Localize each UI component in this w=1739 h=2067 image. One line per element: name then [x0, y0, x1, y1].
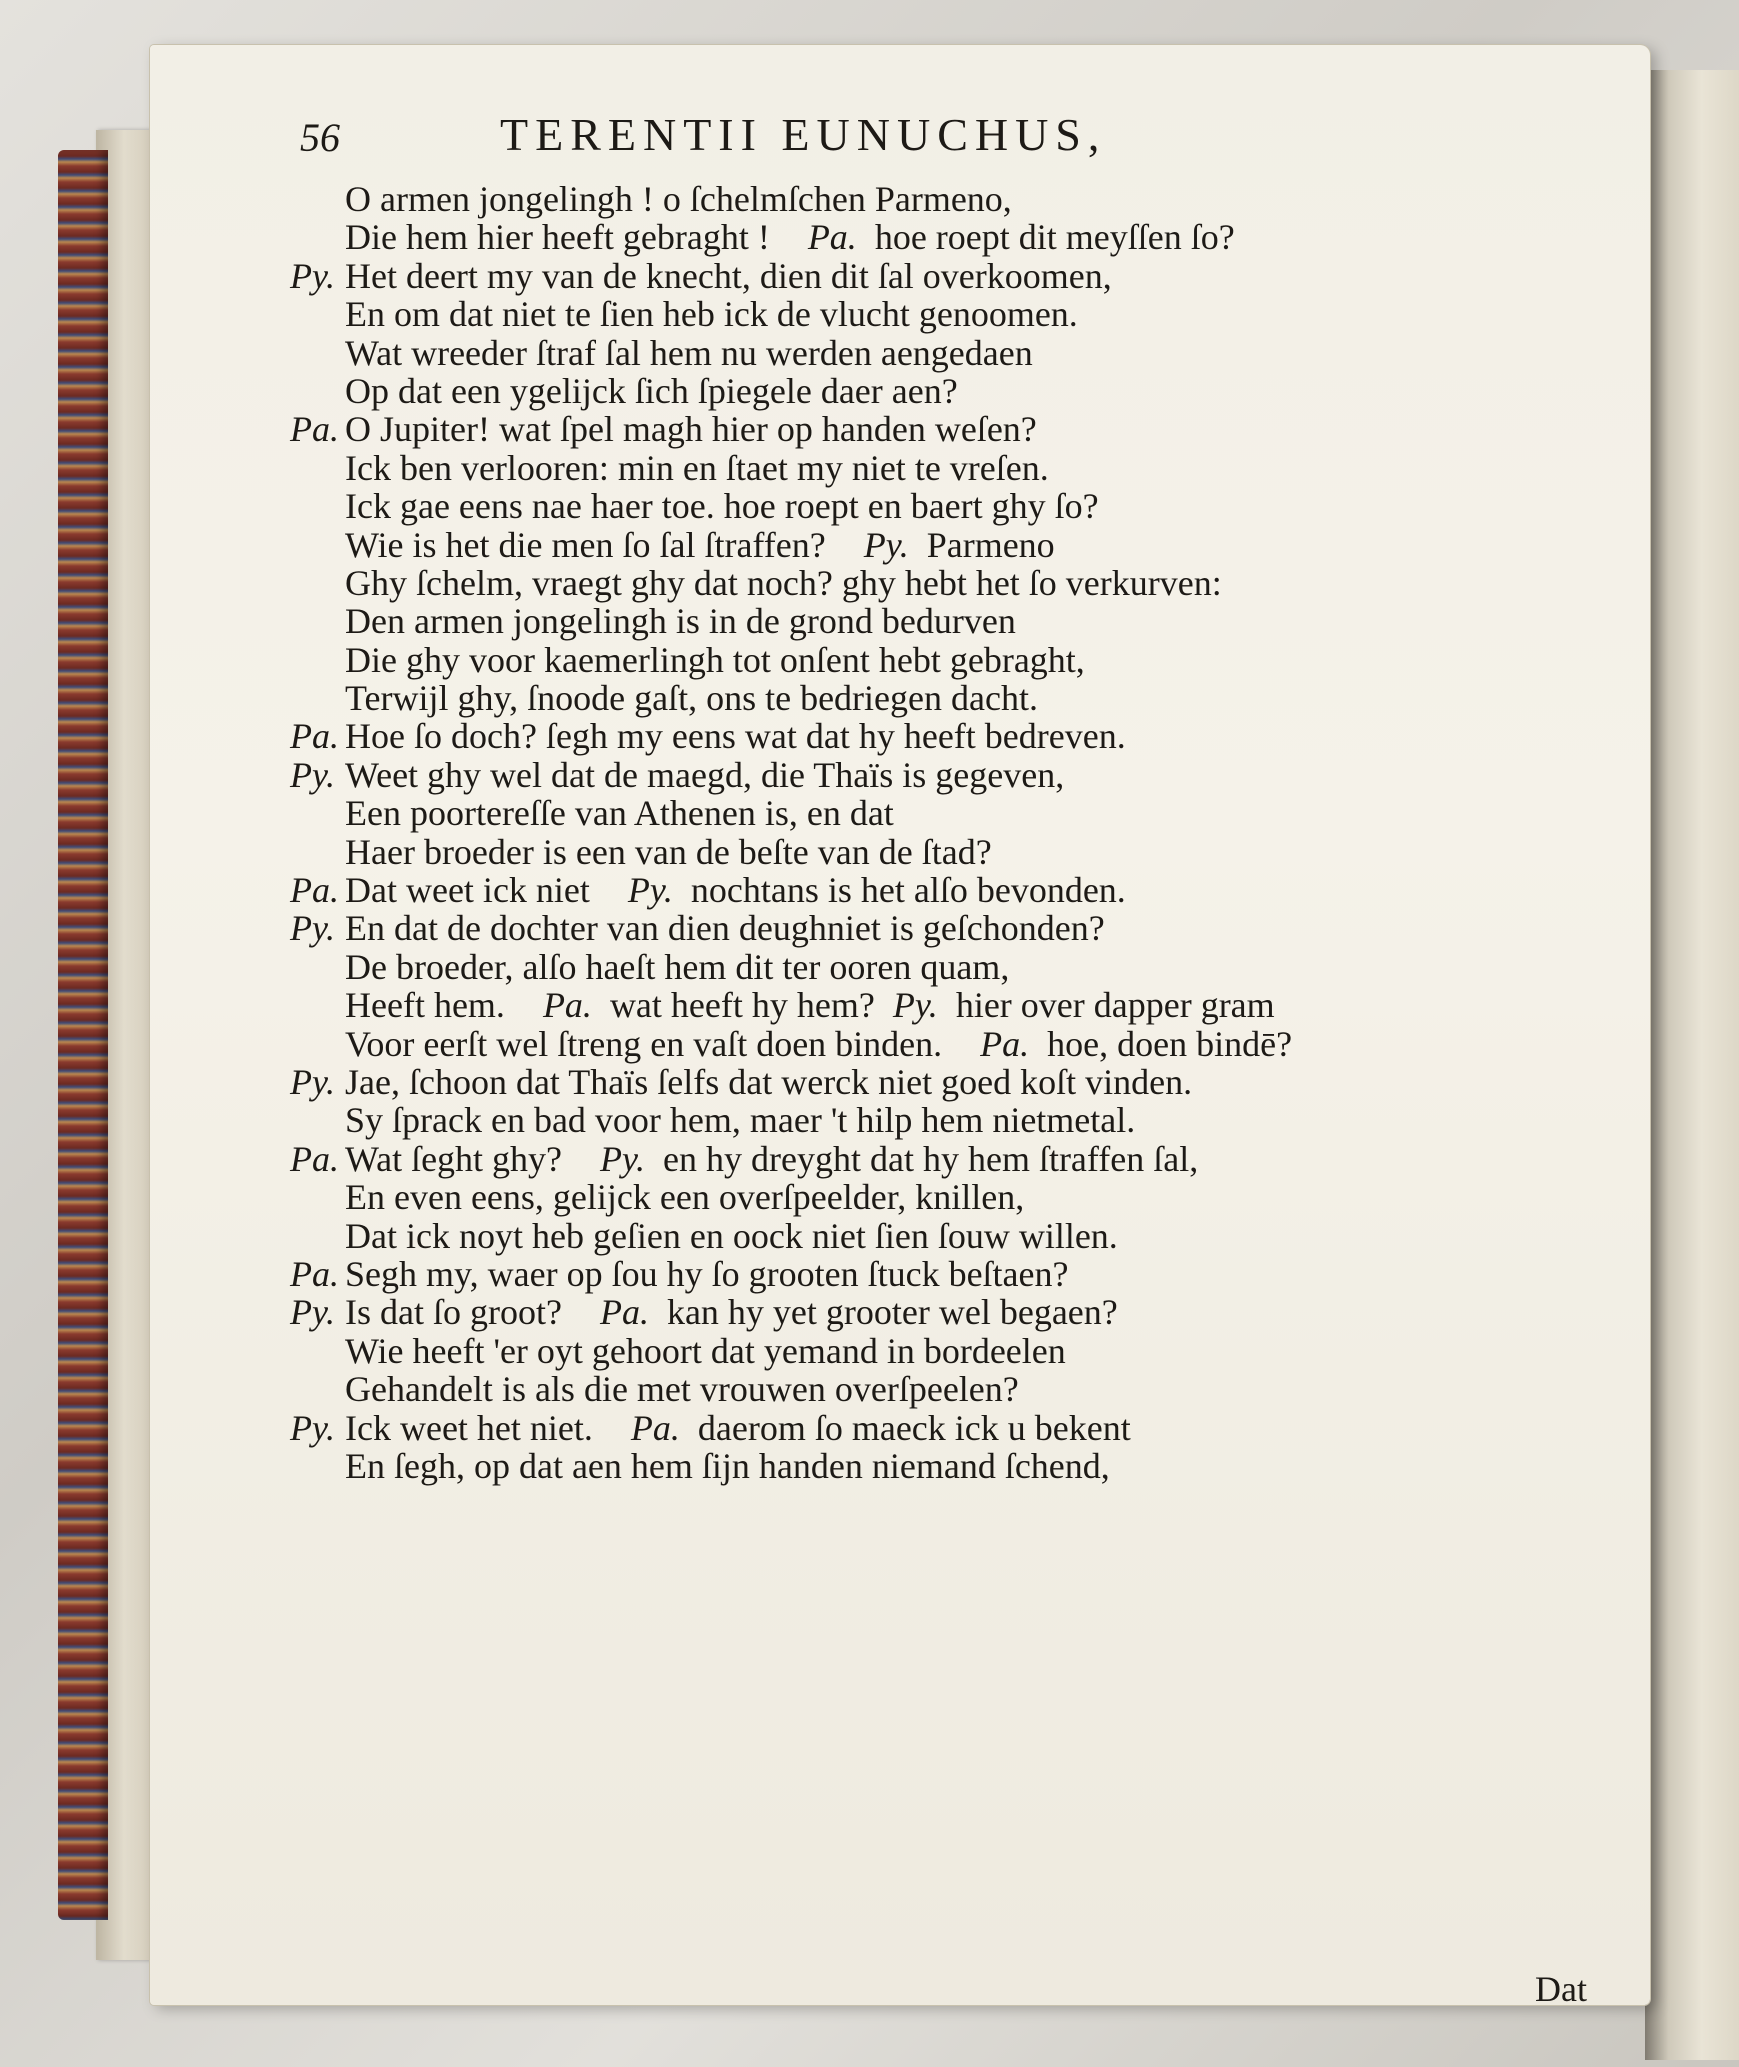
- verse-line: [290, 602, 1640, 640]
- verse-text: En ſegh, op dat aen hem ſijn handen niemand ſchend,: [345, 1445, 1110, 1486]
- verse-text: nochtans is het alſo bevonden.: [690, 870, 1126, 911]
- verse-line: [290, 1293, 1640, 1331]
- verse-text: wat heeft hy hem?: [609, 985, 875, 1026]
- verse-block: [290, 180, 1640, 1485]
- verse-line: [290, 1409, 1640, 1447]
- verse-text: Ick ben verlooren: min en ſtaet my niet te vreſen.: [345, 447, 1049, 488]
- verse-line: [290, 1063, 1640, 1101]
- verse-line: [290, 1447, 1640, 1485]
- verse-text: Wie is het die men ſo ſal ſtraffen?: [345, 524, 826, 565]
- verse-line: [290, 449, 1640, 487]
- verse-text: O Jupiter! wat ſpel magh hier op handen weſen?: [345, 409, 1037, 450]
- verse-text: Wat wreeder ſtraf ſal hem nu werden aengedaen: [345, 332, 1033, 373]
- verse-line: [290, 948, 1640, 986]
- verse-line: [290, 641, 1640, 679]
- verse-line: [290, 180, 1640, 218]
- verse-text: hier over dapper gram: [955, 985, 1275, 1026]
- speaker-label: Py.: [892, 985, 938, 1026]
- verse-line: [290, 871, 1640, 909]
- verse-text: Ghy ſchelm, vraegt ghy dat noch? ghy hebt het ſo verkurven:: [345, 562, 1222, 603]
- verse-line: [290, 218, 1640, 256]
- verse-line: [290, 1255, 1640, 1293]
- verse-text: Segh my, waer op ſou hy ſo grooten ſtuck beſtaen?: [345, 1253, 1069, 1294]
- verse-text: Hoe ſo doch? ſegh my eens wat dat hy heeft bedreven.: [345, 716, 1126, 757]
- verse-text: Heeft hem.: [345, 985, 505, 1026]
- verse-text: Haer broeder is een van de beſte van de ſtad?: [345, 831, 992, 872]
- verse-text: Ick weet het niet.: [345, 1407, 593, 1448]
- verse-line: [290, 1101, 1640, 1139]
- speaker-label: Py.: [290, 1061, 335, 1102]
- speaker-label: Pa.: [290, 870, 339, 911]
- speaker-label: Pa.: [599, 1292, 649, 1333]
- verse-text: Wat ſeght ghy?: [345, 1138, 563, 1179]
- speaker-label: Pa.: [542, 985, 592, 1026]
- verse-text: Is dat ſo groot?: [345, 1292, 562, 1333]
- verse-line: [290, 526, 1640, 564]
- verse-line: [290, 564, 1640, 602]
- verse-line: [290, 372, 1640, 410]
- speaker-label: Py.: [627, 870, 673, 911]
- verse-line: [290, 909, 1640, 947]
- verse-text: Gehandelt is als die met vrouwen overſpeelen?: [345, 1369, 1019, 1410]
- speaker-label: Py.: [600, 1138, 646, 1179]
- verse-line: [290, 794, 1640, 832]
- verse-line: [290, 1332, 1640, 1370]
- verse-text: hoe roept dit meyſſen ſo?: [874, 217, 1235, 258]
- verse-text: Terwijl ghy, ſnoode gaſt, ons te bedriegen dacht.: [345, 678, 1038, 719]
- speaker-label: Py.: [290, 908, 335, 949]
- verse-line: [290, 1217, 1640, 1255]
- speaker-label: Pa.: [807, 217, 857, 258]
- speaker-label: Pa.: [980, 1023, 1030, 1064]
- verse-text: Op dat een ygelijck ſich ſpiegele daer aen?: [345, 370, 958, 411]
- verse-text: Sy ſprack en bad voor hem, maer 't hilp hem nietmetal.: [345, 1100, 1136, 1141]
- verse-text: Ick gae eens nae haer toe. hoe roept en baert ghy ſo?: [345, 486, 1099, 527]
- verse-line: [290, 833, 1640, 871]
- verse-line: [290, 1178, 1640, 1216]
- verse-text: Voor eerſt wel ſtreng en vaſt doen binden.: [345, 1023, 943, 1064]
- catchword: Dat: [1535, 1969, 1587, 2009]
- speaker-label: Py.: [290, 1292, 335, 1333]
- verse-text: Parmeno: [926, 524, 1055, 565]
- speaker-label: Py.: [290, 1407, 335, 1448]
- verse-line: [290, 257, 1640, 295]
- speaker-label: Pa.: [290, 1138, 339, 1179]
- verse-line: [290, 1140, 1640, 1178]
- verse-text: De broeder, alſo haeſt hem dit ter ooren quam,: [345, 946, 1010, 987]
- verse-line: [290, 334, 1640, 372]
- verse-text: Die ghy voor kaemerlingh tot onſent hebt gebraght,: [345, 639, 1085, 680]
- speaker-label: Py.: [290, 255, 335, 296]
- verse-text: O armen jongelingh ! o ſchelmſchen Parmeno,: [345, 179, 1012, 219]
- facing-page-edge: [1645, 70, 1739, 2060]
- verse-text: En dat de dochter van dien deughniet is geſchonden?: [345, 908, 1105, 949]
- verse-line: [290, 410, 1640, 448]
- verse-text: Weet ghy wel dat de maegd, die Thaïs is gegeven,: [345, 754, 1065, 795]
- verse-line: [290, 1025, 1640, 1063]
- speaker-label: Pa.: [290, 1253, 339, 1294]
- marbled-cover-edge: [58, 150, 108, 1920]
- verse-text: Jae, ſchoon dat Thaïs ſelfs dat werck niet goed koſt vinden.: [345, 1061, 1193, 1102]
- verse-line: [290, 295, 1640, 333]
- verse-text: Dat ick noyt heb geſien en oock niet ſien ſouw willen.: [345, 1215, 1118, 1256]
- verse-text: en hy dreyght dat hy hem ſtraffen ſal,: [663, 1138, 1199, 1179]
- running-title: TERENTII EUNUCHUS,: [500, 109, 1107, 160]
- speaker-label: Py.: [290, 754, 335, 795]
- page-number: 56: [300, 115, 340, 160]
- verse-text: En om dat niet te ſien heb ick de vlucht genoomen.: [345, 294, 1078, 335]
- verse-line: [290, 487, 1640, 525]
- verse-text: hoe, doen bindē?: [1047, 1023, 1293, 1064]
- verse-text: Die hem hier heeft gebraght !: [345, 217, 770, 258]
- speaker-label: Pa.: [630, 1407, 680, 1448]
- page-header: [300, 108, 1640, 178]
- verse-line: [290, 986, 1640, 1024]
- verse-line: [290, 756, 1640, 794]
- verse-text: daerom ſo maeck ick u bekent: [697, 1407, 1131, 1448]
- verse-line: [290, 679, 1640, 717]
- verse-text: Het deert my van de knecht, dien dit ſal overkoomen,: [345, 255, 1112, 296]
- verse-text: Den armen jongelingh is in de grond bedurven: [345, 601, 1016, 642]
- verse-line: [290, 1370, 1640, 1408]
- verse-text: En even eens, gelijck een overſpeelder, knillen,: [345, 1177, 1025, 1218]
- verse-text: Een poortereſſe van Athenen is, en dat: [345, 793, 894, 834]
- speaker-label: Pa.: [290, 409, 339, 450]
- verse-text: kan hy yet grooter wel begaen?: [666, 1292, 1118, 1333]
- verse-line: [290, 717, 1640, 755]
- speaker-label: Py.: [863, 524, 909, 565]
- verse-text: Dat weet ick niet: [345, 870, 590, 911]
- verse-text: Wie heeft 'er oyt gehoort dat yemand in bordeelen: [345, 1330, 1066, 1371]
- speaker-label: Pa.: [290, 716, 339, 757]
